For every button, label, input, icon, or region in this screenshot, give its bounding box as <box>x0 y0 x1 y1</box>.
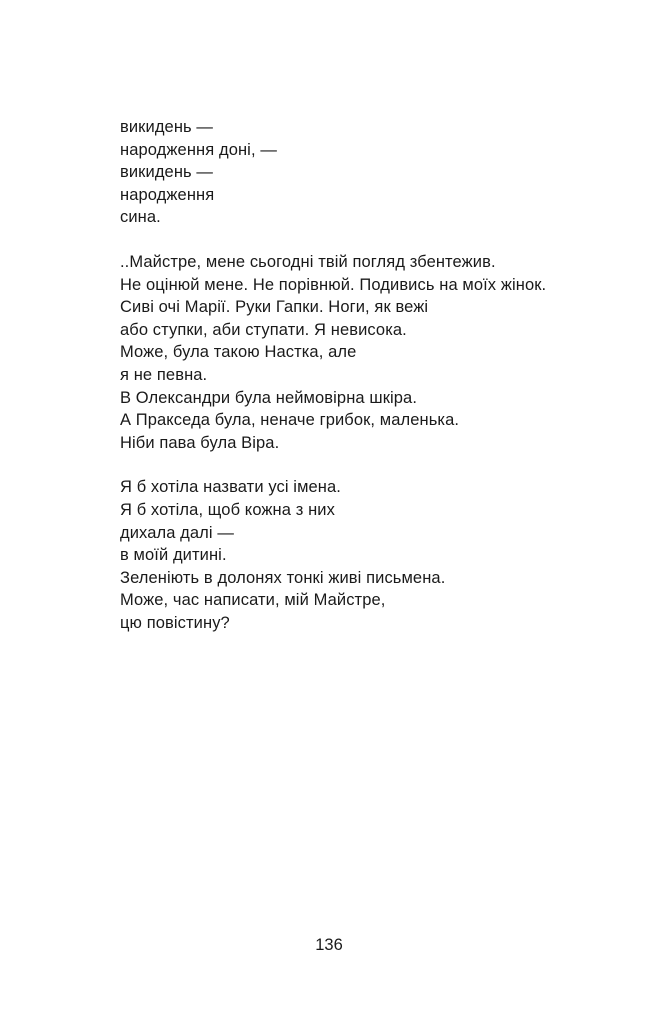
poem-line: В Олександри була неймовірна шкіра. <box>120 388 418 407</box>
poem-line: або ступки, аби ступати. Я невисока. <box>120 320 407 339</box>
poem-line: народження доні, — <box>120 140 277 159</box>
page-number: 136 <box>315 936 343 954</box>
poem-line: дихала далі — <box>120 523 234 542</box>
poem-line: Сиві очі Марії. Руки Гапки. Ноги, як вежі <box>120 298 429 317</box>
poem-line: цю повістину? <box>120 613 230 632</box>
poem-line: Я б хотіла, щоб кожна з них <box>120 500 335 519</box>
poem-line: Я б хотіла назвати усі імена. <box>120 478 341 497</box>
stanza-3 <box>120 476 580 634</box>
poem-line: викидень — <box>120 163 214 182</box>
poem-line: ..Майстре, мене сьогодні твій погляд збентежив. <box>120 252 496 271</box>
poem-line: Ніби пава була Віра. <box>120 433 280 452</box>
poem-text <box>120 116 580 656</box>
poem-line: народження <box>120 185 215 204</box>
poem-line: в моїй дитині. <box>120 546 227 565</box>
poem-line: Не оцінюй мене. Не порівнюй. Подивись на моїх жінок. <box>120 275 547 294</box>
stanza-1 <box>120 116 580 229</box>
poem-line: Може, була такою Настка, але <box>120 343 357 362</box>
poem-line: викидень — <box>120 118 214 136</box>
poem-line: я не певна. <box>120 365 208 384</box>
poem-line: сина. <box>120 208 161 227</box>
poem-line: Зеленіють в долонях тонкі живі письмена. <box>120 568 446 587</box>
stanza-2 <box>120 251 580 454</box>
poem-line: А Пракседа була, неначе грибок, маленька. <box>120 411 460 430</box>
poem-line: Може, час написати, мій Майстре, <box>120 591 386 610</box>
